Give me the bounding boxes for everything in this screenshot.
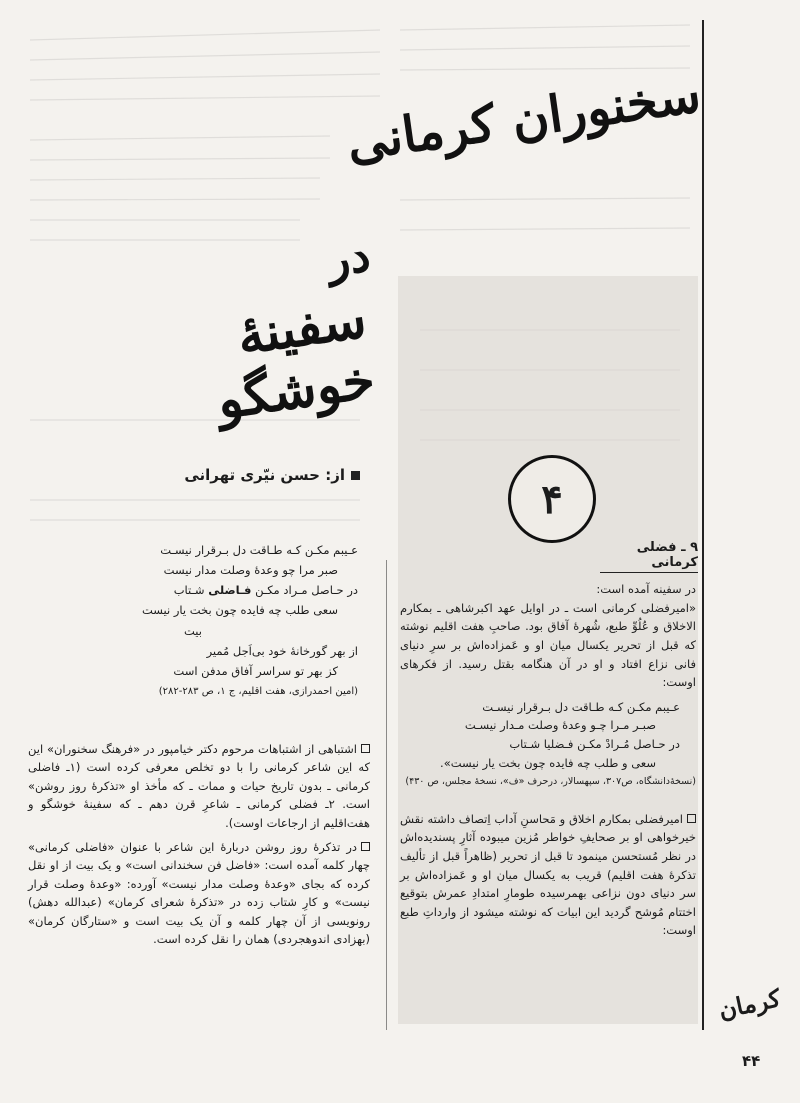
poem-line: عـیبم مکـن کـه طـاقت دل بـرقرار نیسـت bbox=[482, 699, 680, 714]
source-citation: (نسخهٔ‌دانشگاه، ص۳۰۷، سپهسالار، درحرف «ف»، نسخهٔ مجلس، ص ۴۳۰) bbox=[405, 776, 696, 788]
poem-source: (امین احمدرازی، هفت اقلیم، ج ۱، ص ۲۸۳-۲۸۲) bbox=[158, 685, 358, 697]
paragraph: امیرفضلی بمکارم اخلاق و مَحاسنِ آداب اِتصاف داشته نقش خیرخواهی او بر صحایفِ خواطر مُزین میبوده آثارِ پسندیده‌اش در نظر مُستحسن مینمود تا قبل از تحریر (ظاهراً قبل از تألیف تذکرهٔ هفت اقلیم) قریب به یکسال میان او و عَمزاده‌اش بر سر دنیای دون نزاعی بهمرسیده طومارِ امتدادِ عمرش بتوقیع اختتام مُوشح گردید این ابیات که نوشته میشود از وارداتِ طبع اوست: bbox=[400, 811, 696, 938]
column-rule-middle bbox=[386, 560, 387, 1030]
author-byline bbox=[120, 466, 360, 484]
section-heading: ۹ ـ فضلی کرمانی bbox=[600, 540, 698, 573]
section-number-badge bbox=[508, 455, 596, 543]
poem-line: در حـاصل مُـرادْ مکـن فـضلیا شـتاب bbox=[509, 737, 680, 751]
paragraph: در تذکرهٔ روز روشن دربارهٔ این شاعر با عنوان «فاضلی کرمانی» چهار کلمه آمده است: «فاضل فن سخندانی است» و یک بیت از او نقل کرده که بجای «وعدهٔ وصلت مدار نیست» آورده: «وعدهٔ وصلت قرار نیست» و کارِ شتاب زده در «تذکرهٔ شعرای کرمان» (عبدالله دهش) رونویسی از آن چهار کلمه و آن یک بیت است و «ستارگان کرمان» (بهزادی اندوهجردی) همان را نقل کرده است. bbox=[28, 839, 370, 946]
title-line-3: سفینهٔ خوشگو bbox=[213, 288, 379, 432]
author-name: از: حسن نیّری تهرانی bbox=[184, 466, 345, 484]
square-bullet-icon bbox=[361, 744, 370, 753]
section-number: ۴ bbox=[541, 475, 563, 523]
poem-line-bayt: بیت bbox=[184, 623, 202, 638]
paragraph: اشتباهی از اشتباهات مرحوم دکتر خیامپور در «فرهنگ سخنوران» این که این شاعر کرمانی را با دو تخلص معرفی کرده است (۱ـ فاضلی کرمانی ـ بدون تاریخ حیات و ممات ـ که مأخذ او «تذکرهٔ روز روشن» است. ۲ـ فضلی کرمانی ـ شاعرِ قرن دهم ـ که سفینهٔ خوشگو و هفت‌اقلیم از ارجاعات اوست). bbox=[28, 742, 371, 830]
right-column-body bbox=[400, 580, 696, 946]
column-rule-right bbox=[702, 20, 704, 1030]
quote-paragraph: «امیرفضلی کرمانی است ـ در اوایل عهد اکبرشاهی ـ بمکارم الاخلاق و عُلُوِّ طبع، شُهرهٔ آفاق بود. صاحبِ هفت اقلیم نوشته که قبل از تحریر یکسال میان او و عَمزاده‌اش بر سرِ دنیای فانی نزاع افتاد و او در آن هنگامه بقتل رسید. از فکرهای اوست: bbox=[400, 600, 696, 690]
kerman-logo: کرمان bbox=[715, 983, 784, 1025]
poem-line: سعی طلب چه فایده چون بخت یار نیست bbox=[141, 603, 338, 618]
intro-line: در سفینه آمده است: bbox=[596, 582, 696, 596]
title-line-2: در bbox=[323, 227, 374, 287]
square-bullet-icon bbox=[687, 814, 696, 823]
poem-line: عـیبم مکـن کـه طـاقت دل بـرقرار نیسـت bbox=[160, 543, 358, 557]
poem-line: صبـر مـرا چـو وعدهٔ وصلت مـدار نیسـت bbox=[464, 718, 656, 733]
poem-line: سعی و طلب چه فایده چون بخت یار نیست». bbox=[440, 755, 656, 770]
poem-line: در حـاصل مـراد مکـن فـاضلی شـتاب bbox=[173, 583, 358, 598]
square-bullet-icon bbox=[361, 842, 370, 851]
poem-right bbox=[400, 698, 696, 773]
left-column-body bbox=[28, 740, 370, 954]
square-bullet-icon bbox=[351, 471, 360, 480]
poem-line: صبر مرا چو وعدهٔ وصلت مدار نیست bbox=[163, 563, 338, 578]
poet-name-highlight: فـاضلی bbox=[208, 583, 252, 598]
poem-line: از بهر گورخانهٔ خود بی‌اَجل مُمیر bbox=[206, 643, 358, 658]
poem-left bbox=[28, 540, 358, 700]
title-line-1: سخنوران کرمانی bbox=[343, 64, 705, 173]
page-number: ۴۴ bbox=[742, 1052, 761, 1070]
poem-line: کز بهر تو سراسر آفاق مدفن است bbox=[173, 663, 338, 678]
